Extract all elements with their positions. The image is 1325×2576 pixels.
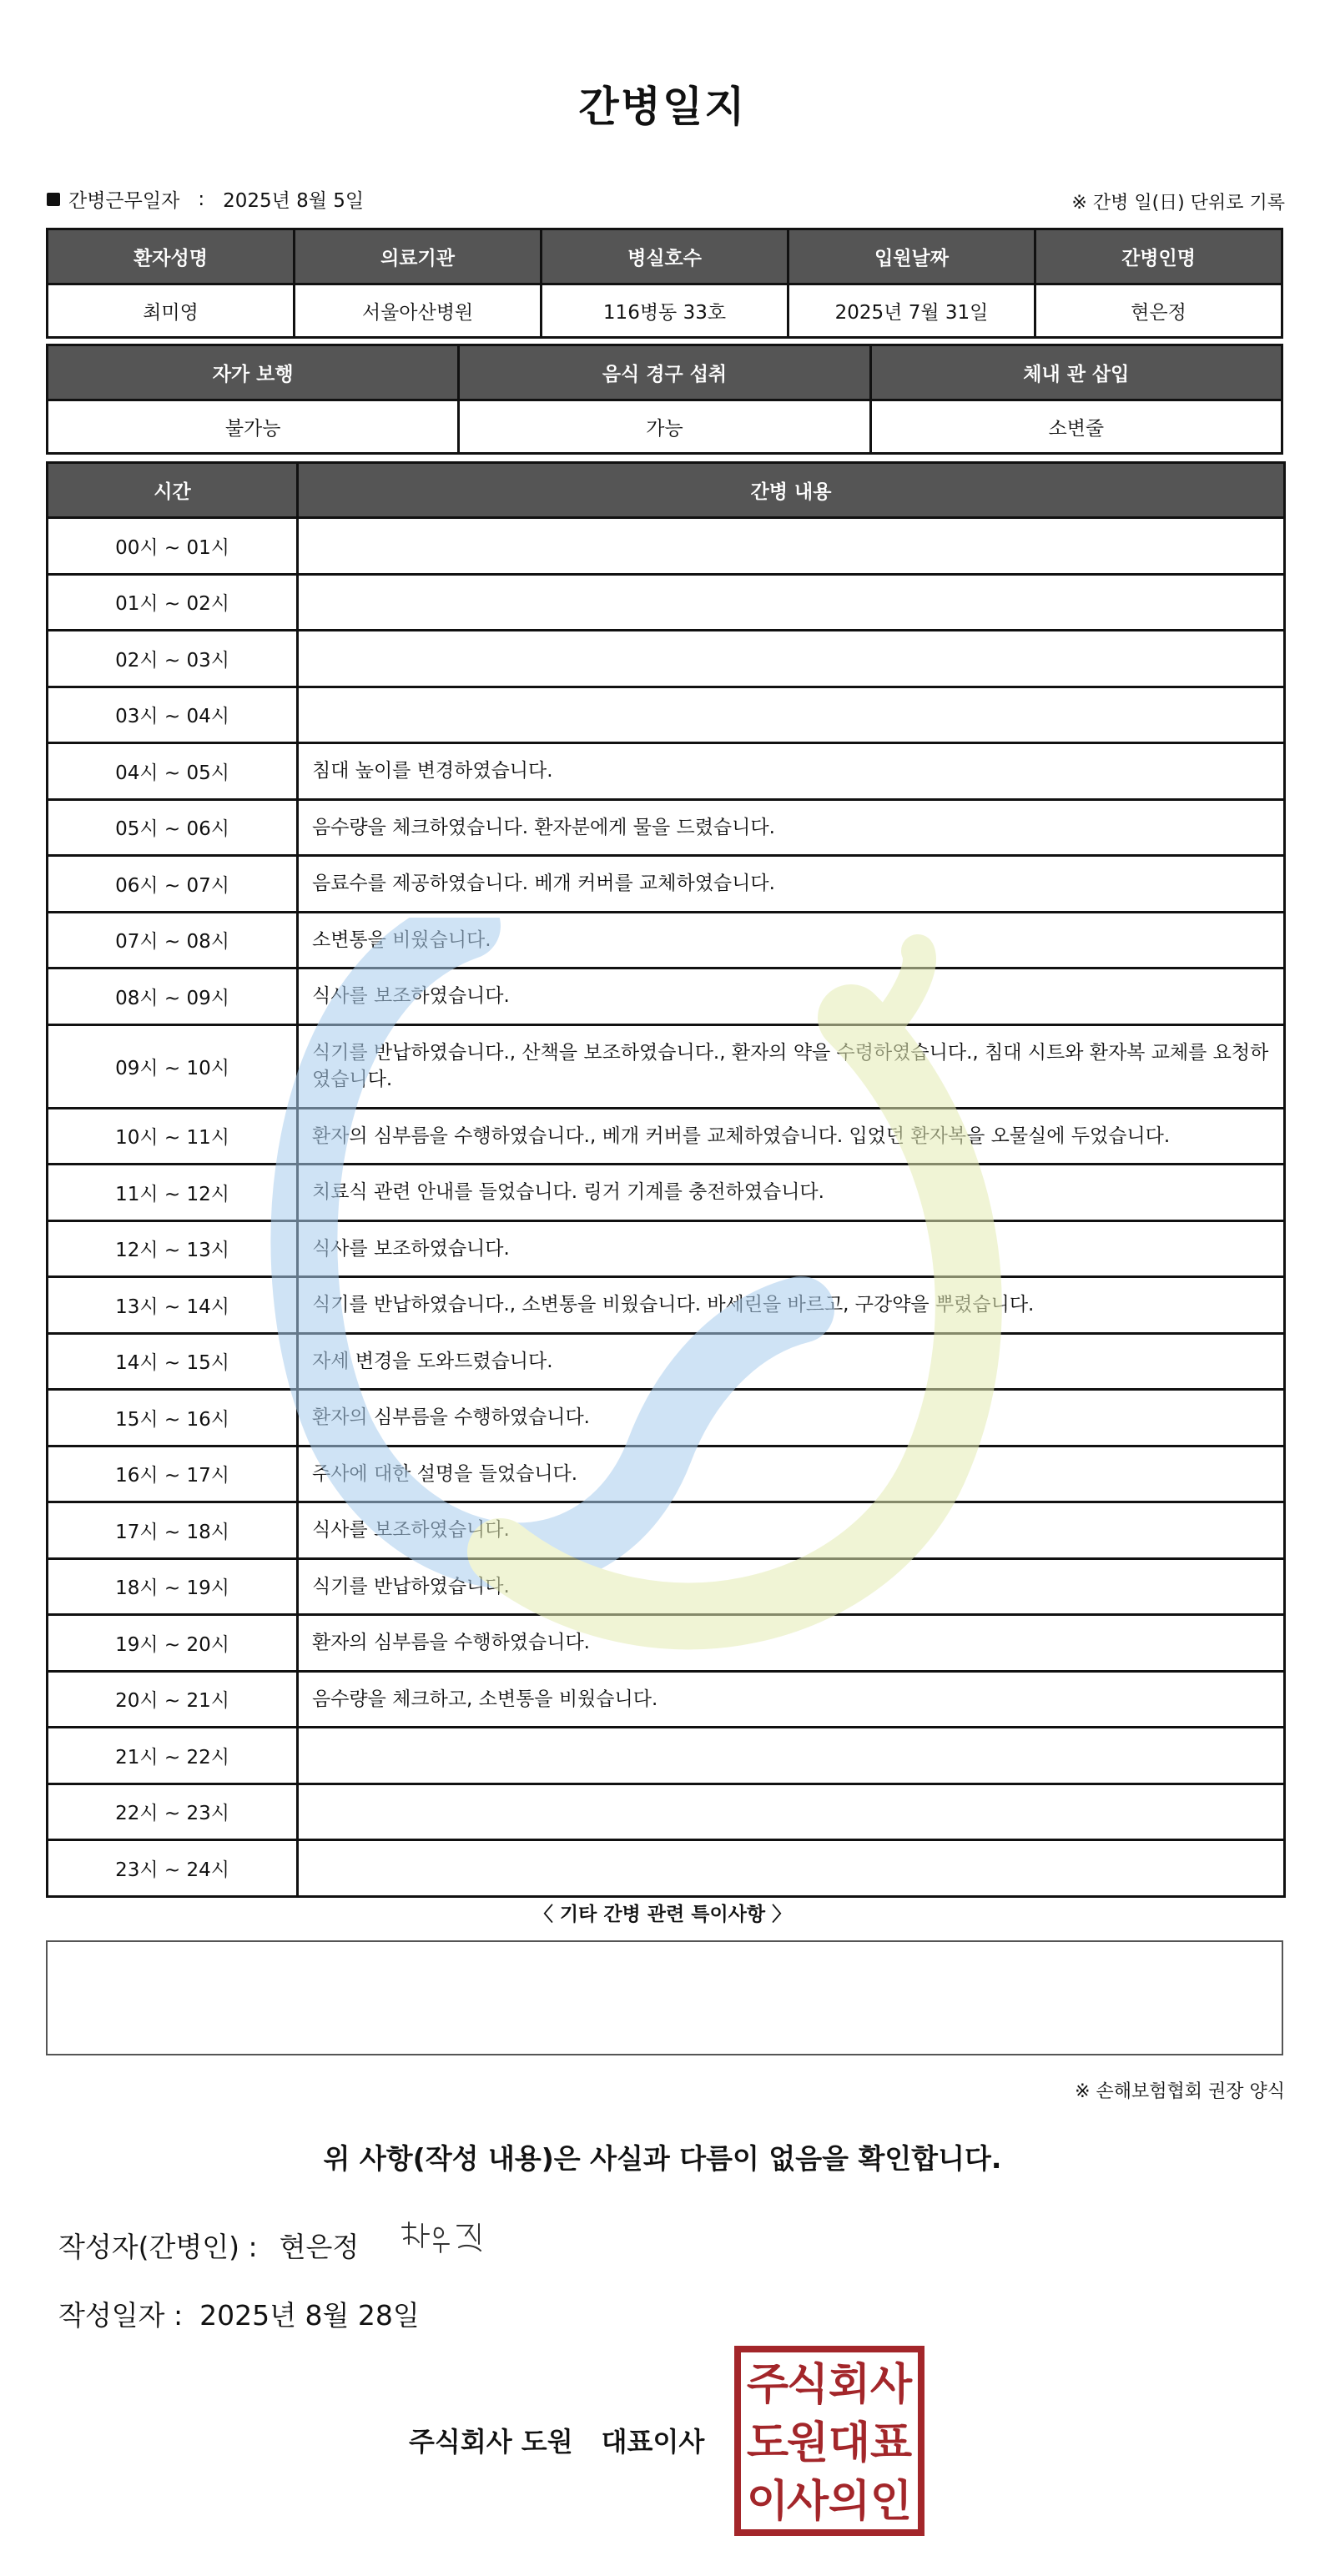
svg-text:주: 주 — [746, 2359, 789, 2410]
confirmation-statement: 위 사항(작성 내용)은 사실과 다름이 없음을 확인합니다. — [323, 2142, 1002, 2175]
table-row — [48, 1220, 1285, 1277]
time-cell: 14시 ~ 15시 — [48, 1333, 298, 1390]
care-content-cell: 식기를 반납하였습니다. — [298, 1558, 1285, 1615]
care-content-cell — [298, 1784, 1285, 1840]
time-cell: 15시 ~ 16시 — [48, 1390, 298, 1446]
notes-title: 〈 기타 간병 관련 특이사항 〉 — [533, 1904, 792, 1925]
svg-text:원: 원 — [786, 2418, 829, 2468]
svg-text:표: 표 — [869, 2418, 913, 2468]
header-hospital: 의료기관 — [295, 229, 542, 284]
time-cell: 21시 ~ 22시 — [48, 1728, 298, 1784]
header-self-walking: 자가 보행 — [48, 345, 459, 400]
company-line — [409, 2421, 704, 2459]
header-caregiver-name: 간병인명 — [1035, 229, 1282, 284]
table-row — [48, 1108, 1285, 1165]
table-row — [48, 743, 1285, 800]
hospital: 서울아산병원 — [295, 284, 542, 338]
care-content-cell: 식사를 보조하였습니다. — [298, 1502, 1285, 1559]
time-cell: 08시 ~ 09시 — [48, 969, 298, 1025]
work-date-label: 간병근무일자 — [68, 190, 180, 212]
care-content-cell: 침대 높이를 변경하였습니다. — [298, 743, 1285, 800]
table-row — [48, 912, 1285, 969]
time-cell: 02시 ~ 03시 — [48, 631, 298, 687]
writer-label: 작성자(간병인) : — [58, 2231, 258, 2263]
table-row — [48, 631, 1285, 687]
time-cell: 20시 ~ 21시 — [48, 1671, 298, 1728]
table-row — [48, 574, 1285, 631]
header-room: 병실호수 — [542, 229, 788, 284]
header-admission-date: 입원날짜 — [788, 229, 1035, 284]
admission-date: 2025년 7월 31일 — [788, 284, 1035, 338]
company-representative: 대표이사 — [601, 2426, 705, 2458]
patient-status-table — [46, 344, 1283, 455]
table-row — [48, 799, 1285, 856]
time-cell: 01시 ~ 02시 — [48, 574, 298, 631]
care-content-cell — [298, 687, 1285, 743]
svg-text:사: 사 — [786, 2476, 829, 2527]
care-content-cell: 주사에 대한 설명을 들었습니다. — [298, 1446, 1285, 1502]
care-content-cell: 치료식 관련 안내를 들었습니다. 링거 기계를 충전하였습니다. — [298, 1165, 1285, 1221]
room: 116병동 33호 — [542, 284, 788, 338]
svg-text:인: 인 — [869, 2476, 913, 2527]
care-log-table — [46, 461, 1286, 1898]
care-content-cell: 음수량을 체크하고, 소변통을 비웠습니다. — [298, 1671, 1285, 1728]
table-row — [48, 969, 1285, 1025]
handwritten-signature — [399, 2219, 491, 2256]
time-cell: 09시 ~ 10시 — [48, 1024, 298, 1108]
header-time: 시간 — [48, 463, 298, 518]
time-cell: 04시 ~ 05시 — [48, 743, 298, 800]
table-row — [48, 1446, 1285, 1502]
time-cell: 23시 ~ 24시 — [48, 1840, 298, 1897]
care-content-cell: 식기를 반납하였습니다., 소변통을 비웠습니다. 바세린을 바르고, 구강약을 뿌렸습니다. — [298, 1277, 1285, 1334]
header-tube-insertion: 체내 관 삽입 — [870, 345, 1282, 400]
care-content-cell — [298, 631, 1285, 687]
care-content-cell — [298, 574, 1285, 631]
svg-text:도: 도 — [746, 2418, 789, 2468]
association-note: ※ 손해보험협회 권장 양식 — [1075, 2081, 1285, 2102]
patient-name: 최미영 — [48, 284, 295, 338]
care-content-cell — [298, 1840, 1285, 1897]
care-content-cell: 소변통을 비웠습니다. — [298, 912, 1285, 969]
time-cell: 16시 ~ 17시 — [48, 1446, 298, 1502]
care-content-cell: 환자의 심부름을 수행하였습니다. — [298, 1390, 1285, 1446]
oral-intake: 가능 — [459, 400, 870, 454]
caregiver-name: 현은정 — [1035, 284, 1282, 338]
table-row — [48, 1390, 1285, 1446]
table-row — [48, 1277, 1285, 1334]
time-cell: 10시 ~ 11시 — [48, 1108, 298, 1165]
table-row — [48, 1671, 1285, 1728]
table-row — [48, 1165, 1285, 1221]
table-row — [48, 856, 1285, 913]
time-cell: 12시 ~ 13시 — [48, 1220, 298, 1277]
care-content-cell: 식기를 반납하였습니다., 산책을 보조하였습니다., 환자의 약을 수령하였습니다., 침대 시트와 환자복 교체를 요청하였습니다. — [298, 1024, 1285, 1108]
care-content-cell — [298, 518, 1285, 575]
svg-text:식: 식 — [786, 2359, 829, 2410]
company-name: 주식회사 도원 — [409, 2426, 573, 2458]
patient-info-table — [46, 228, 1283, 339]
time-cell: 11시 ~ 12시 — [48, 1165, 298, 1221]
svg-text:회: 회 — [828, 2359, 871, 2410]
tube-insertion: 소변줄 — [870, 400, 1282, 454]
table-row — [48, 687, 1285, 743]
writer-name: 현은정 — [279, 2231, 360, 2263]
care-content-cell: 음료수를 제공하였습니다. 베개 커버를 교체하였습니다. — [298, 856, 1285, 913]
time-cell: 17시 ~ 18시 — [48, 1502, 298, 1559]
time-cell: 19시 ~ 20시 — [48, 1615, 298, 1672]
unit-note: ※ 간병 일(日) 단위로 기록 — [1071, 193, 1285, 214]
header-patient-name: 환자성명 — [48, 229, 295, 284]
care-content-cell: 식사를 보조하였습니다. — [298, 1220, 1285, 1277]
table-row — [48, 1840, 1285, 1897]
care-log-rows — [48, 518, 1285, 1897]
table-row — [48, 1728, 1285, 1784]
notes-box — [46, 1940, 1283, 2055]
svg-text:이: 이 — [746, 2476, 789, 2527]
company-seal — [734, 2346, 924, 2536]
time-cell: 07시 ~ 08시 — [48, 912, 298, 969]
square-bullet-icon — [47, 193, 60, 206]
self-walking: 불가능 — [48, 400, 459, 454]
care-content-cell: 식사를 보조하였습니다. — [298, 969, 1285, 1025]
time-cell: 13시 ~ 14시 — [48, 1277, 298, 1334]
svg-text:의: 의 — [828, 2476, 871, 2527]
page-title: 간병일지 — [578, 83, 747, 131]
time-cell: 22시 ~ 23시 — [48, 1784, 298, 1840]
table-row — [48, 1784, 1285, 1840]
table-row — [48, 1024, 1285, 1108]
care-content-cell: 자세 변경을 도와드렸습니다. — [298, 1333, 1285, 1390]
header-care-content: 간병 내용 — [298, 463, 1285, 518]
time-cell: 03시 ~ 04시 — [48, 687, 298, 743]
care-content-cell — [298, 1728, 1285, 1784]
time-cell: 18시 ~ 19시 — [48, 1558, 298, 1615]
work-date-separator: : — [198, 188, 205, 210]
header-oral-intake: 음식 경구 섭취 — [459, 345, 870, 400]
table-row — [48, 518, 1285, 575]
work-date-value: 2025년 8월 5일 — [223, 190, 365, 212]
write-date-value: 2025년 8월 28일 — [199, 2299, 420, 2332]
writer-line — [58, 2226, 359, 2265]
time-cell: 06시 ~ 07시 — [48, 856, 298, 913]
table-row — [48, 1615, 1285, 1672]
time-cell: 05시 ~ 06시 — [48, 799, 298, 856]
write-date-label: 작성일자 : — [58, 2299, 184, 2332]
table-row — [48, 1502, 1285, 1559]
write-date-line — [58, 2294, 420, 2333]
table-row — [48, 1558, 1285, 1615]
svg-text:대: 대 — [828, 2418, 871, 2468]
care-content-cell: 환자의 심부름을 수행하였습니다. — [298, 1615, 1285, 1672]
time-cell: 00시 ~ 01시 — [48, 518, 298, 575]
work-date — [47, 185, 364, 213]
table-row — [48, 1333, 1285, 1390]
care-content-cell: 음수량을 체크하였습니다. 환자분에게 물을 드렸습니다. — [298, 799, 1285, 856]
care-content-cell: 환자의 심부름을 수행하였습니다., 베개 커버를 교체하였습니다. 입었던 환자복을 오물실에 두었습니다. — [298, 1108, 1285, 1165]
svg-text:사: 사 — [869, 2359, 913, 2410]
